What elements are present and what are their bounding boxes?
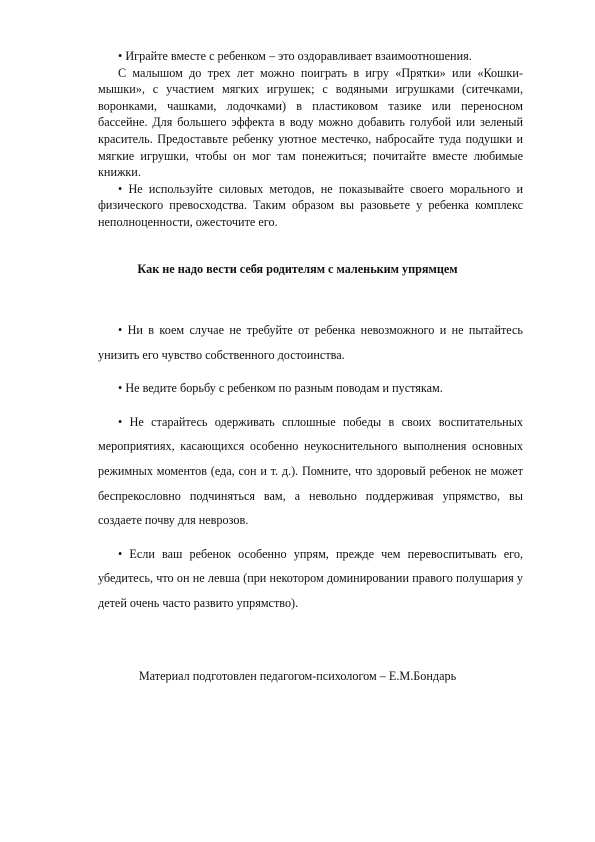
paragraph-left-handed: • Если ваш ребенок особенно упрям, прежде чем перевоспитывать его, убедитесь, что он не левша (при некотором доминировании правого полушария у детей очень часто развито упрямство). [98, 546, 523, 610]
top-section [98, 48, 523, 231]
paragraph-no-force: • Не используйте силовых методов, не показывайте своего морального и физического превосходства. Таким образом вы разовьете у ребенка комплекс неполноценности, ожесточите его. [98, 181, 523, 229]
author-credit: Материал подготовлен педагогом-психологом – Е.М.Бондарь [138, 669, 457, 683]
paragraph-play-together: • Играйте вместе с ребенком – это оздоравливает взаимоотношения. [118, 49, 472, 63]
section-heading: Как не надо вести себя родителям с маленьким упрямцем [137, 262, 458, 276]
paragraph-no-impossible: • Ни в коем случае не требуйте от ребенка невозможного и не пытайтесь унизить его чувство собственного достоинства. [98, 323, 523, 362]
paragraph-games-toddler: С малышом до трех лет можно поиграть в игру «Прятки» или «Кошки-мышки», с участием мягких игрушек; с водяными игрушками (ситечками, воронками, чашками, лодочками) в пластиковом тазике или переносном бассейне. Для большего эффекта в воду можно добавить голубой или зеленый краситель. Предоставьте ребенку уютное местечко, набросайте туда подушки и мягкие игрушки, чтобы он мог там понежиться; почитайте вместе любимые книжки. [98, 65, 523, 180]
paragraph-no-fight: • Не ведите борьбу с ребенком по разным поводам и пустякам. [118, 381, 443, 396]
paragraph-no-total-victory: • Не старайтесь одерживать сплошные победы в своих воспитательных мероприятиях, касающихся особенно неукоснительного выполнения основных режимных моментов (еда, сон и т. д.). Помните, что здоровый ребенок не может беспрекословно подчиняться вам, а невольно поддерживая упрямство, вы создаете почву для неврозов. [98, 414, 523, 528]
advice-section [98, 318, 523, 625]
